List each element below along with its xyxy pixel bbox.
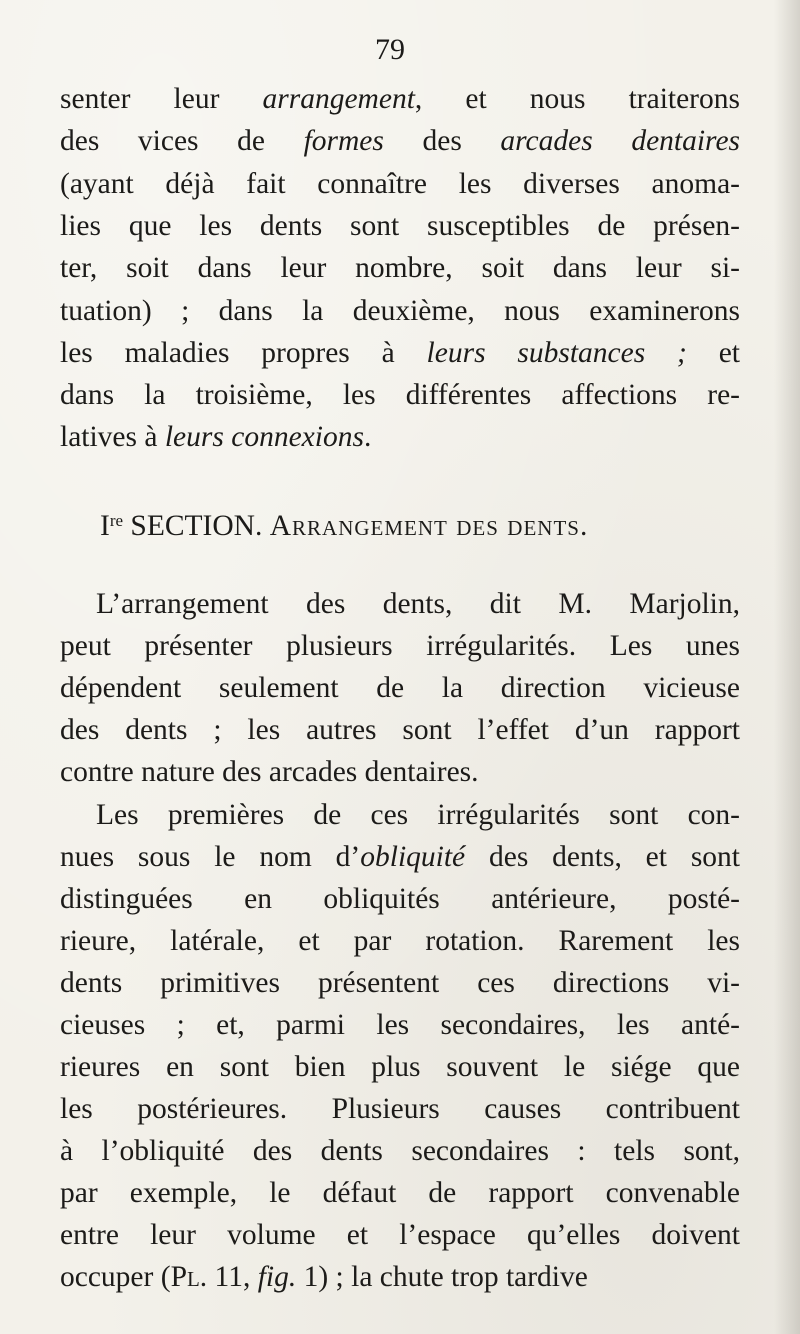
text-line bbox=[60, 120, 740, 162]
text-line bbox=[60, 163, 740, 205]
text-run: Les premières de ces irrégularités sont con- bbox=[96, 799, 740, 831]
italic-run: formes bbox=[303, 125, 384, 158]
text-run: occuper ( bbox=[60, 1261, 171, 1293]
text-run: 11, bbox=[207, 1261, 258, 1293]
text-run: les maladies propres à bbox=[60, 336, 427, 369]
text-run: des dents, et sont bbox=[465, 841, 740, 873]
section-numeral: I bbox=[100, 510, 110, 542]
section-title: Arrangement des dents. bbox=[269, 510, 589, 542]
text-run: ter, soit dans leur nombre, soit dans leur si- bbox=[60, 252, 740, 285]
text-run: latives à bbox=[60, 421, 165, 454]
page-number: 79 bbox=[375, 33, 405, 66]
text-run: des dents ; les autres sont l’effet d’un rapport bbox=[60, 714, 740, 746]
text-line bbox=[60, 962, 740, 1004]
text-line bbox=[60, 625, 740, 667]
text-run: des bbox=[383, 125, 501, 158]
text-line bbox=[60, 332, 740, 374]
text-run: . bbox=[363, 421, 372, 454]
text-line bbox=[60, 667, 740, 709]
text-line bbox=[60, 1256, 740, 1298]
text-run: et bbox=[686, 336, 740, 369]
text-run: dans la troisième, les différentes affections re- bbox=[60, 379, 740, 412]
italic-run: obliquité bbox=[360, 841, 466, 873]
page-edge-shadow bbox=[774, 0, 800, 1334]
text-run: dents primitives présentent ces directions vi- bbox=[60, 967, 740, 999]
text-line bbox=[60, 416, 740, 458]
italic-run: leurs substances ; bbox=[426, 336, 687, 369]
text-run: rieures en sont bien plus souvent le siége que bbox=[60, 1051, 740, 1083]
text-line bbox=[60, 920, 740, 962]
text-line bbox=[60, 247, 740, 289]
text-line bbox=[96, 794, 740, 836]
text-run: (ayant déjà fait connaître les diverses anoma- bbox=[60, 167, 740, 200]
text-run: des vices de bbox=[60, 125, 304, 158]
text-run: distinguées en obliquités antérieure, posté- bbox=[60, 883, 740, 915]
text-run: peut présenter plusieurs irrégularités. Les unes bbox=[60, 630, 740, 662]
section-label: SECTION. bbox=[130, 510, 263, 542]
text-line bbox=[60, 1172, 740, 1214]
text-run: , et nous traiterons bbox=[414, 83, 740, 115]
text-run: dépendent seulement de la direction vicieuse bbox=[60, 672, 740, 704]
text-line bbox=[60, 290, 740, 332]
text-run: les postérieures. Plusieurs causes contribuent bbox=[60, 1093, 740, 1125]
text-line bbox=[60, 205, 740, 247]
text-line bbox=[60, 751, 740, 793]
text-run: senter leur bbox=[60, 83, 263, 115]
text-line bbox=[60, 1046, 740, 1088]
section-heading bbox=[100, 500, 720, 542]
text-run: 1) ; la chute trop tardive bbox=[296, 1261, 588, 1293]
text-run: lies que les dents sont susceptibles de présen- bbox=[60, 209, 740, 242]
italic-run: fig. bbox=[257, 1261, 297, 1293]
text-run: contre nature des arcades dentaires. bbox=[60, 756, 479, 788]
text-run: L’arrangement des dents, dit M. Marjolin, bbox=[96, 588, 740, 620]
italic-run: arcades dentaires bbox=[500, 125, 740, 158]
text-line bbox=[60, 1130, 740, 1172]
text-line bbox=[60, 1088, 740, 1130]
text-line bbox=[60, 374, 740, 416]
text-line bbox=[60, 709, 740, 751]
text-line bbox=[60, 78, 740, 120]
italic-run: leurs connexions bbox=[164, 421, 364, 454]
text-run: entre leur volume et l’espace qu’elles doivent bbox=[60, 1219, 740, 1251]
text-line bbox=[60, 1004, 740, 1046]
text-run: cieuses ; et, parmi les secondaires, les anté- bbox=[60, 1009, 740, 1041]
text-run: par exemple, le défaut de rapport convenable bbox=[60, 1177, 740, 1209]
text-line bbox=[96, 583, 740, 625]
italic-run: arrangement bbox=[262, 83, 415, 115]
text-run: rieure, latérale, et par rotation. Rarement les bbox=[60, 925, 740, 957]
text-run: à l’obliquité des dents secondaires : tels sont, bbox=[60, 1135, 740, 1167]
text-run: tuation) ; dans la deuxième, nous examinerons bbox=[60, 294, 740, 327]
smallcaps-run: Pl. bbox=[170, 1261, 208, 1293]
text-run: nues sous le nom d’ bbox=[60, 841, 361, 873]
text-line bbox=[60, 1214, 740, 1256]
section-numeral-superscript: re bbox=[109, 511, 124, 530]
text-line bbox=[60, 878, 740, 920]
text-line bbox=[60, 836, 740, 878]
